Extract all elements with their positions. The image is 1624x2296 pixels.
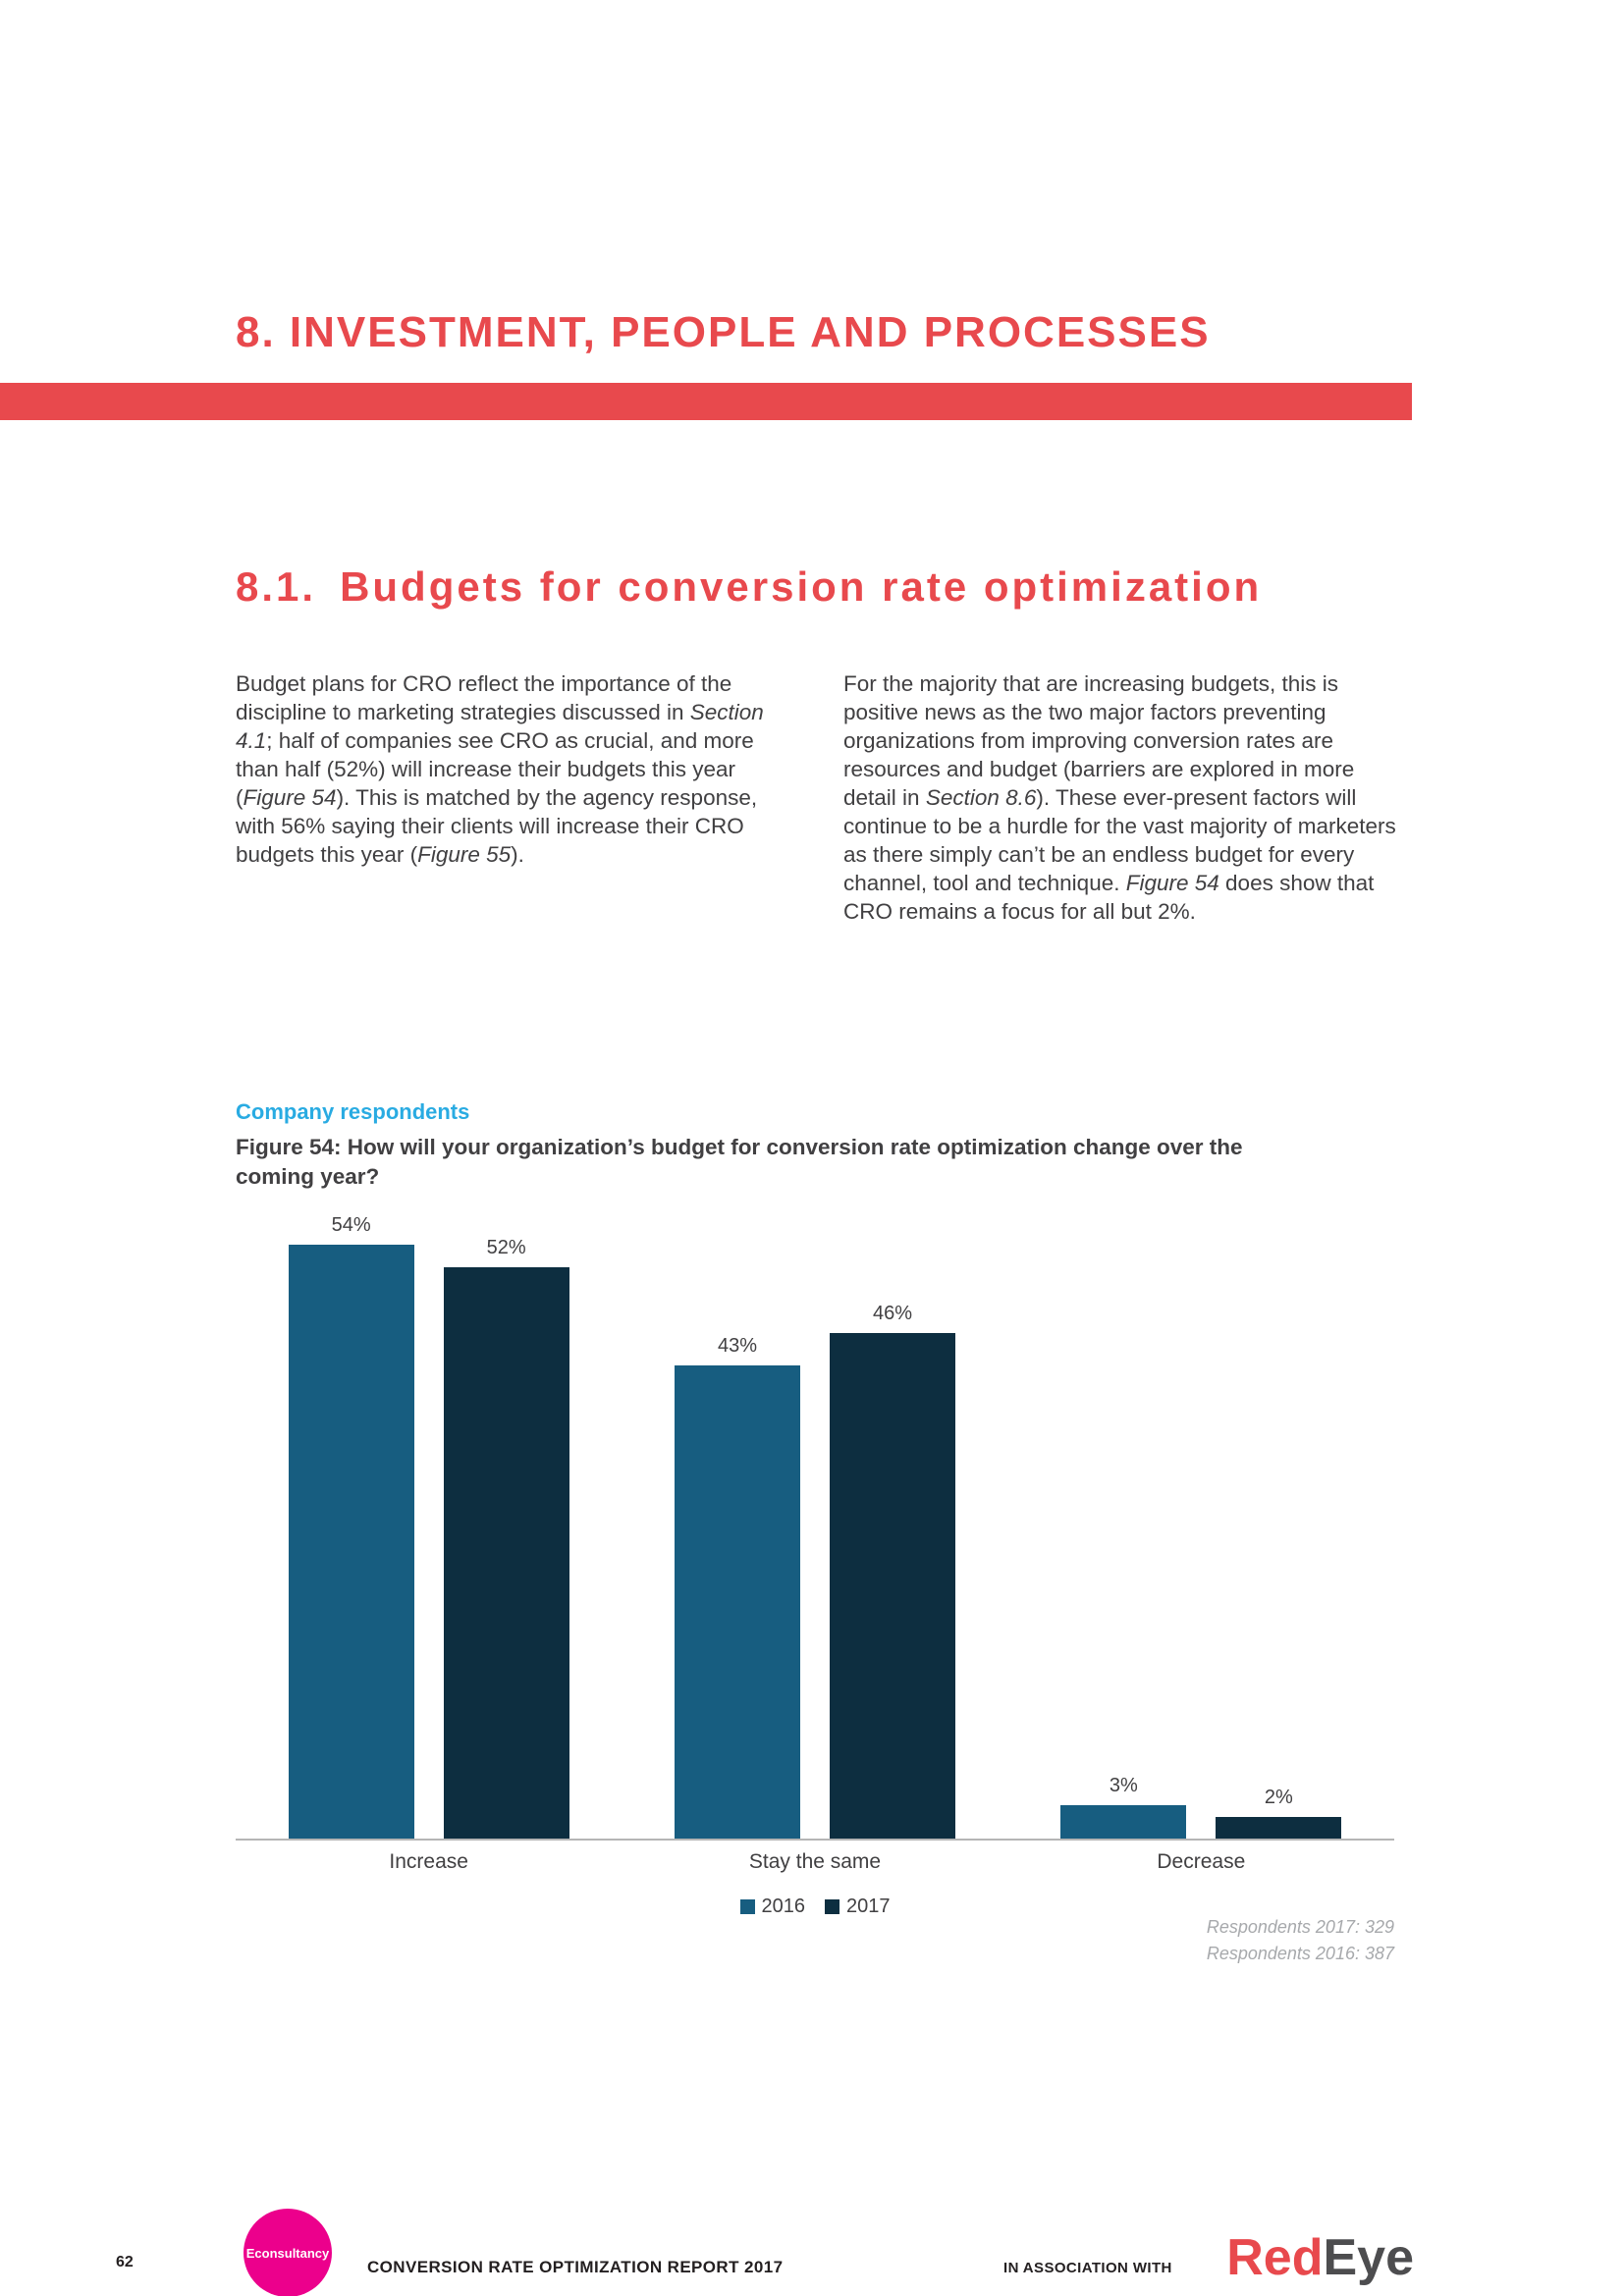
- section-title: 8. INVESTMENT, PEOPLE AND PROCESSES: [236, 308, 1211, 356]
- page-number: 62: [116, 2254, 134, 2270]
- footnote-respondents-2017: Respondents 2017: 329: [1206, 1917, 1394, 1937]
- figure-caption: Figure 54: How will your organization’s budget for conversion rate optimization change over the coming year?: [236, 1135, 1243, 1189]
- legend-swatch-2017: [825, 1899, 839, 1914]
- bar-value-label: 54%: [331, 1214, 371, 1236]
- chart-footnotes: [1207, 1914, 1394, 1967]
- bar-value-label: 52%: [486, 1237, 526, 1258]
- bar-group-stay-the-same: [622, 1303, 1007, 1839]
- body-paragraph-left: Budget plans for CRO reflect the importance of the discipline to marketing strategies discussed in Section 4.1; half of companies see CRO as crucial, and more than half (52%) will increase their budgets this year (Figure 54). This is matched by the agency response, with 56% saying their clients will increase their CRO budgets this year (Figure 55).: [236, 671, 764, 867]
- bar-2017-stay-the-same: [830, 1333, 955, 1839]
- x-axis-line: [236, 1839, 1394, 1841]
- bar-group-decrease: [1008, 1775, 1394, 1839]
- figure-respondent-type: Company respondents: [236, 1099, 470, 1124]
- redeye-logo-eye: Eye: [1323, 2229, 1414, 2286]
- body-paragraph-right: For the majority that are increasing budgets, this is positive news as the two major factors preventing organizations from improving conversion rates are resources and budget (barriers are explored in more detail in Section 8.6). These ever-present factors will continue to be a hurdle for the vast majority of marketers as there simply can’t be an endless budget for every channel, tool and technique. Figure 54 does show that CRO remains a focus for all but 2%.: [843, 671, 1396, 924]
- section-divider-bar: [0, 383, 1412, 420]
- redeye-logo: [1226, 2228, 1414, 2287]
- subsection-number: 8.1.: [236, 563, 317, 610]
- bar-2016-increase: [289, 1245, 414, 1839]
- footer-association-label: IN ASSOCIATION WITH: [1003, 2260, 1172, 2276]
- body-columns: [236, 669, 1398, 926]
- bar-value-label: 43%: [717, 1335, 757, 1357]
- bar-wrap: [1216, 1787, 1341, 1839]
- bar-wrap: [675, 1335, 800, 1839]
- legend-item-2016: [740, 1896, 806, 1918]
- bar-wrap: [830, 1303, 955, 1839]
- footnote-respondents-2016: Respondents 2016: 387: [1206, 1944, 1394, 1963]
- bar-value-label: 3%: [1109, 1775, 1138, 1796]
- legend-label-2017: 2017: [846, 1896, 891, 1917]
- category-label-increase: Increase: [389, 1850, 468, 1873]
- econsultancy-logo: [244, 2209, 332, 2296]
- legend-label-2016: 2016: [761, 1896, 805, 1917]
- category-labels-row: [236, 1850, 1394, 1874]
- bar-2016-stay-the-same: [675, 1365, 800, 1839]
- subsection-title-text: Budgets for conversion rate optimization: [340, 563, 1263, 610]
- bar-value-label: 46%: [872, 1303, 912, 1324]
- redeye-logo-red: Red: [1226, 2229, 1324, 2286]
- bar-2017-decrease: [1216, 1817, 1341, 1839]
- chart-plot-area: [236, 1205, 1394, 1839]
- category-label-decrease: Decrease: [1157, 1850, 1246, 1873]
- footer-report-title: CONVERSION RATE OPTIMIZATION REPORT 2017: [367, 2258, 784, 2276]
- bar-wrap: [289, 1214, 414, 1839]
- category-label-stay-the-same: Stay the same: [748, 1850, 882, 1873]
- bar-wrap: [1060, 1775, 1186, 1839]
- bar-chart: [236, 1205, 1394, 1918]
- bar-2016-decrease: [1060, 1805, 1186, 1839]
- bar-group-increase: [236, 1214, 622, 1839]
- bar-value-label: 2%: [1264, 1787, 1293, 1808]
- legend-item-2017: [825, 1896, 891, 1918]
- bar-2017-increase: [444, 1267, 569, 1839]
- bar-wrap: [444, 1237, 569, 1839]
- econsultancy-logo-text: Econsultancy: [245, 2245, 330, 2261]
- subsection-title: [236, 563, 1262, 611]
- legend-swatch-2016: [740, 1899, 755, 1914]
